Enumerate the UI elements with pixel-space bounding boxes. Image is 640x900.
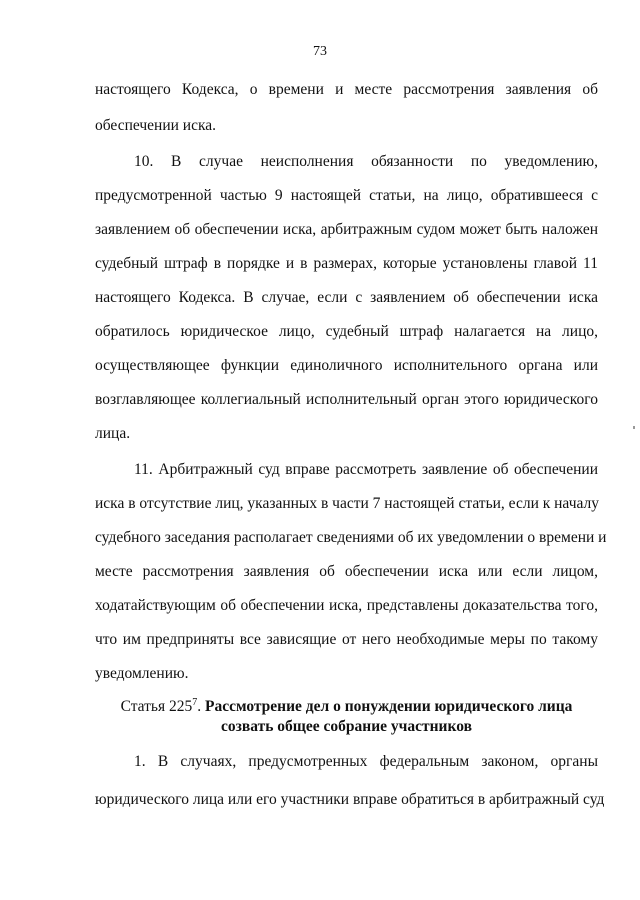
text-line: иска в отсутствие лиц, указанных в части 7 настоящей статьи, если к началу [95, 495, 599, 512]
article-title-line2: созвать общее собрание участников [221, 718, 472, 735]
text-line: заявлением об обеспечении иска, арбитражным судом может быть наложен [95, 221, 598, 238]
text-line: судебный штраф в порядке и в размерах, которые установлены главой 11 [95, 255, 598, 272]
text-line: что им предприняты все зависящие от него необходимые меры по такому [95, 631, 598, 648]
text-line: осуществляющее функции единоличного исполнительного органа или [95, 357, 598, 374]
text-line: 11. Арбитражный суд вправе рассмотреть заявление об обеспечении [134, 461, 598, 478]
text-line: обратилось юридическое лицо, судебный штраф налагается на лицо, [95, 323, 598, 340]
text-line: месте рассмотрения заявления об обеспечении иска или если лицом, [95, 563, 598, 580]
article-heading-cont [95, 717, 598, 737]
text-line: предусмотренной частью 9 настоящей статьи, на лицо, обратившееся с [95, 187, 598, 204]
text-line: ходатайствующим об обеспечении иска, представлены доказательства того, [95, 597, 598, 614]
scan-artifact [633, 426, 635, 429]
article-superscript: 7 [192, 697, 198, 708]
article-number: Статья 225 [120, 698, 193, 715]
text-line: судебного заседания располагает сведениями об их уведомлении о времени и [95, 529, 607, 546]
text-line: 10. В случае неисполнения обязанности по уведомлению, [134, 153, 598, 170]
article-dot: . [197, 698, 202, 715]
text-line: юридического лица или его участники вправе обратиться в арбитражный суд [95, 791, 605, 808]
page-number: 73 [313, 44, 327, 59]
text-line: уведомлению. [95, 665, 189, 682]
text-line: возглавляющее коллегиальный исполнительный орган этого юридического [95, 391, 598, 408]
article-heading [95, 697, 598, 717]
text-line: 1. В случаях, предусмотренных федеральным законом, органы [134, 753, 598, 770]
text-line: настоящего Кодекса. В случае, если с заявлением об обеспечении иска [95, 289, 598, 306]
text-line: обеспечении иска. [95, 117, 217, 134]
text-line: настоящего Кодекса, о времени и месте рассмотрения заявления об [95, 81, 598, 98]
text-line: лица. [95, 425, 131, 442]
article-title-line1: Рассмотрение дел о понуждении юридического лица [205, 698, 573, 715]
